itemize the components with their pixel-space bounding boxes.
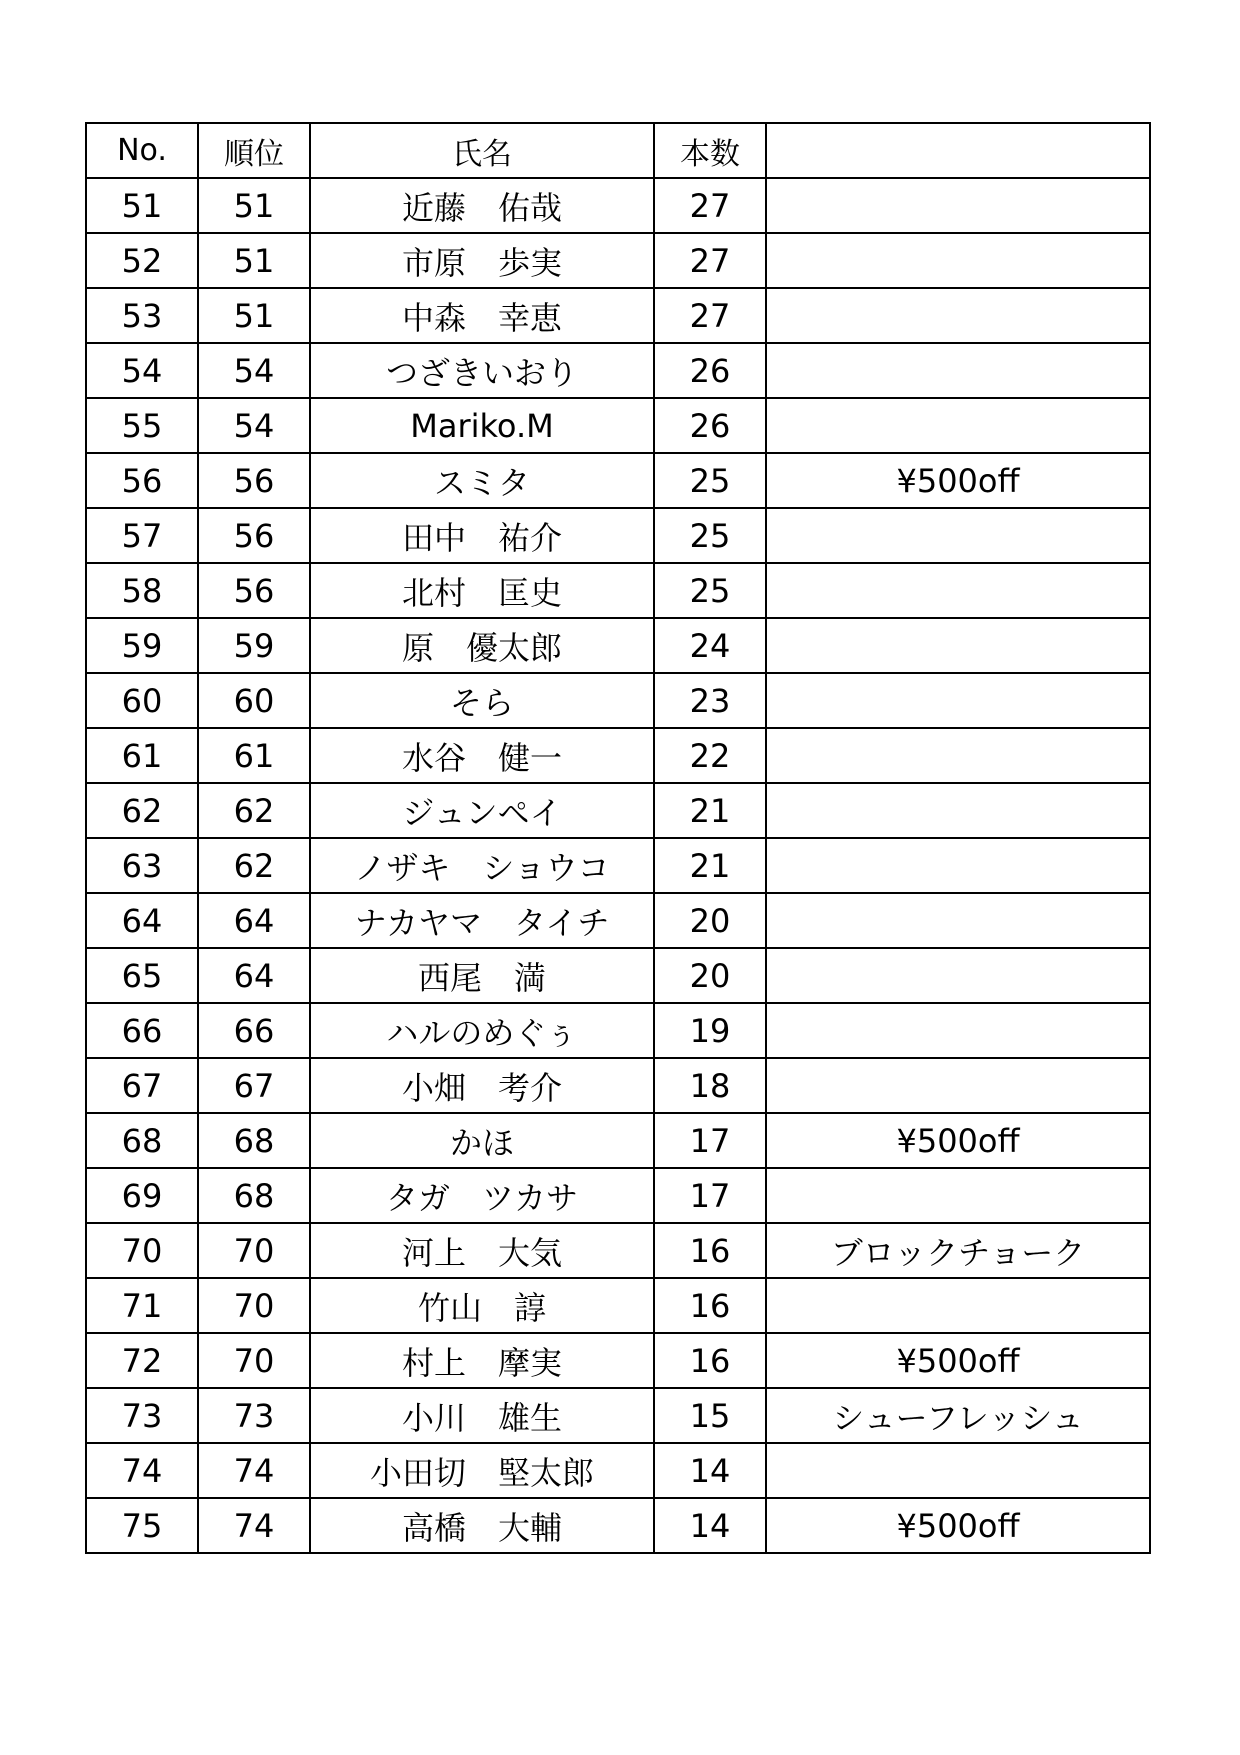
cell-prize: ¥500off [766, 1333, 1150, 1388]
cell-name: ハルのめぐぅ [310, 1003, 654, 1058]
cell-prize [766, 1168, 1150, 1223]
cell-count: 14 [654, 1498, 766, 1553]
cell-name: 高橋 大輔 [310, 1498, 654, 1553]
cell-count: 16 [654, 1278, 766, 1333]
cell-rank: 51 [198, 288, 310, 343]
cell-prize [766, 893, 1150, 948]
cell-count: 26 [654, 343, 766, 398]
cell-count: 18 [654, 1058, 766, 1113]
ranking-sheet [85, 122, 1149, 1554]
table-row [86, 728, 1150, 783]
cell-name: 村上 摩実 [310, 1333, 654, 1388]
header-name: 氏名 [310, 123, 654, 178]
cell-prize [766, 673, 1150, 728]
table-row [86, 673, 1150, 728]
cell-count: 20 [654, 948, 766, 1003]
table-row [86, 233, 1150, 288]
cell-name: タガ ツカサ [310, 1168, 654, 1223]
cell-no: 53 [86, 288, 198, 343]
cell-count: 14 [654, 1443, 766, 1498]
table-header [86, 123, 1150, 178]
cell-name: 水谷 健一 [310, 728, 654, 783]
cell-rank: 62 [198, 838, 310, 893]
header-prize [766, 123, 1150, 178]
cell-count: 24 [654, 618, 766, 673]
table-row [86, 398, 1150, 453]
table-row [86, 893, 1150, 948]
cell-prize [766, 343, 1150, 398]
cell-rank: 59 [198, 618, 310, 673]
cell-no: 55 [86, 398, 198, 453]
header-rank: 順位 [198, 123, 310, 178]
cell-name: 小川 雄生 [310, 1388, 654, 1443]
cell-prize [766, 398, 1150, 453]
cell-count: 25 [654, 563, 766, 618]
cell-no: 57 [86, 508, 198, 563]
cell-no: 67 [86, 1058, 198, 1113]
cell-no: 51 [86, 178, 198, 233]
header-count: 本数 [654, 123, 766, 178]
cell-prize: ¥500off [766, 1498, 1150, 1553]
table-row [86, 948, 1150, 1003]
cell-count: 27 [654, 178, 766, 233]
cell-prize [766, 1278, 1150, 1333]
cell-rank: 60 [198, 673, 310, 728]
cell-prize [766, 563, 1150, 618]
table-row [86, 1058, 1150, 1113]
cell-no: 74 [86, 1443, 198, 1498]
cell-rank: 64 [198, 948, 310, 1003]
cell-count: 16 [654, 1223, 766, 1278]
cell-prize [766, 728, 1150, 783]
cell-no: 52 [86, 233, 198, 288]
cell-name: かほ [310, 1113, 654, 1168]
cell-count: 15 [654, 1388, 766, 1443]
cell-no: 66 [86, 1003, 198, 1058]
table-row [86, 178, 1150, 233]
table-row [86, 1168, 1150, 1223]
cell-count: 17 [654, 1168, 766, 1223]
cell-no: 73 [86, 1388, 198, 1443]
cell-count: 16 [654, 1333, 766, 1388]
cell-count: 21 [654, 783, 766, 838]
cell-rank: 56 [198, 508, 310, 563]
cell-prize [766, 178, 1150, 233]
cell-name: 小畑 考介 [310, 1058, 654, 1113]
cell-no: 71 [86, 1278, 198, 1333]
cell-rank: 64 [198, 893, 310, 948]
cell-prize [766, 783, 1150, 838]
cell-prize: ¥500off [766, 453, 1150, 508]
cell-count: 20 [654, 893, 766, 948]
cell-name: 竹山 諄 [310, 1278, 654, 1333]
cell-count: 27 [654, 288, 766, 343]
cell-rank: 54 [198, 398, 310, 453]
cell-no: 56 [86, 453, 198, 508]
cell-no: 58 [86, 563, 198, 618]
table-row [86, 1223, 1150, 1278]
table-row [86, 1498, 1150, 1553]
cell-rank: 66 [198, 1003, 310, 1058]
cell-name: 中森 幸恵 [310, 288, 654, 343]
cell-rank: 62 [198, 783, 310, 838]
cell-no: 69 [86, 1168, 198, 1223]
cell-no: 70 [86, 1223, 198, 1278]
cell-name: 西尾 満 [310, 948, 654, 1003]
cell-name: つざきいおり [310, 343, 654, 398]
cell-rank: 67 [198, 1058, 310, 1113]
table-row [86, 453, 1150, 508]
cell-name: Mariko.M [310, 398, 654, 453]
cell-count: 21 [654, 838, 766, 893]
cell-rank: 56 [198, 563, 310, 618]
cell-prize [766, 618, 1150, 673]
cell-count: 25 [654, 453, 766, 508]
table-row [86, 1388, 1150, 1443]
cell-rank: 61 [198, 728, 310, 783]
cell-rank: 51 [198, 178, 310, 233]
cell-prize [766, 288, 1150, 343]
cell-no: 72 [86, 1333, 198, 1388]
cell-no: 64 [86, 893, 198, 948]
cell-prize [766, 1058, 1150, 1113]
cell-prize: ¥500off [766, 1113, 1150, 1168]
cell-prize [766, 508, 1150, 563]
cell-name: ノザキ ショウコ [310, 838, 654, 893]
cell-no: 60 [86, 673, 198, 728]
cell-prize: ブロックチョーク [766, 1223, 1150, 1278]
cell-rank: 70 [198, 1223, 310, 1278]
table-row [86, 618, 1150, 673]
table-row [86, 783, 1150, 838]
cell-prize [766, 948, 1150, 1003]
cell-rank: 70 [198, 1333, 310, 1388]
cell-no: 59 [86, 618, 198, 673]
cell-name: 市原 歩実 [310, 233, 654, 288]
header-no: No. [86, 123, 198, 178]
cell-no: 68 [86, 1113, 198, 1168]
cell-name: 田中 祐介 [310, 508, 654, 563]
header-row [86, 123, 1150, 178]
table-row [86, 838, 1150, 893]
cell-name: ジュンペイ [310, 783, 654, 838]
cell-rank: 54 [198, 343, 310, 398]
cell-count: 17 [654, 1113, 766, 1168]
cell-name: そら [310, 673, 654, 728]
cell-name: 原 優太郎 [310, 618, 654, 673]
cell-no: 54 [86, 343, 198, 398]
table-row [86, 1113, 1150, 1168]
cell-rank: 56 [198, 453, 310, 508]
cell-count: 22 [654, 728, 766, 783]
table-row [86, 1003, 1150, 1058]
cell-prize [766, 1443, 1150, 1498]
cell-rank: 74 [198, 1498, 310, 1553]
cell-prize [766, 1003, 1150, 1058]
cell-rank: 68 [198, 1113, 310, 1168]
cell-no: 61 [86, 728, 198, 783]
cell-prize: シューフレッシュ [766, 1388, 1150, 1443]
cell-count: 19 [654, 1003, 766, 1058]
cell-rank: 51 [198, 233, 310, 288]
cell-no: 65 [86, 948, 198, 1003]
cell-no: 63 [86, 838, 198, 893]
cell-name: 北村 匡史 [310, 563, 654, 618]
table-row [86, 288, 1150, 343]
cell-rank: 74 [198, 1443, 310, 1498]
ranking-table [85, 122, 1151, 1554]
cell-rank: 73 [198, 1388, 310, 1443]
cell-name: ナカヤマ タイチ [310, 893, 654, 948]
table-row [86, 343, 1150, 398]
cell-name: 河上 大気 [310, 1223, 654, 1278]
table-body [86, 178, 1150, 1553]
table-row [86, 1333, 1150, 1388]
cell-no: 62 [86, 783, 198, 838]
table-row [86, 563, 1150, 618]
cell-rank: 70 [198, 1278, 310, 1333]
cell-name: 近藤 佑哉 [310, 178, 654, 233]
cell-count: 23 [654, 673, 766, 728]
cell-count: 27 [654, 233, 766, 288]
cell-name: 小田切 堅太郎 [310, 1443, 654, 1498]
cell-no: 75 [86, 1498, 198, 1553]
table-row [86, 1278, 1150, 1333]
table-row [86, 1443, 1150, 1498]
cell-name: スミタ [310, 453, 654, 508]
table-row [86, 508, 1150, 563]
cell-prize [766, 838, 1150, 893]
cell-count: 25 [654, 508, 766, 563]
cell-rank: 68 [198, 1168, 310, 1223]
cell-prize [766, 233, 1150, 288]
cell-count: 26 [654, 398, 766, 453]
